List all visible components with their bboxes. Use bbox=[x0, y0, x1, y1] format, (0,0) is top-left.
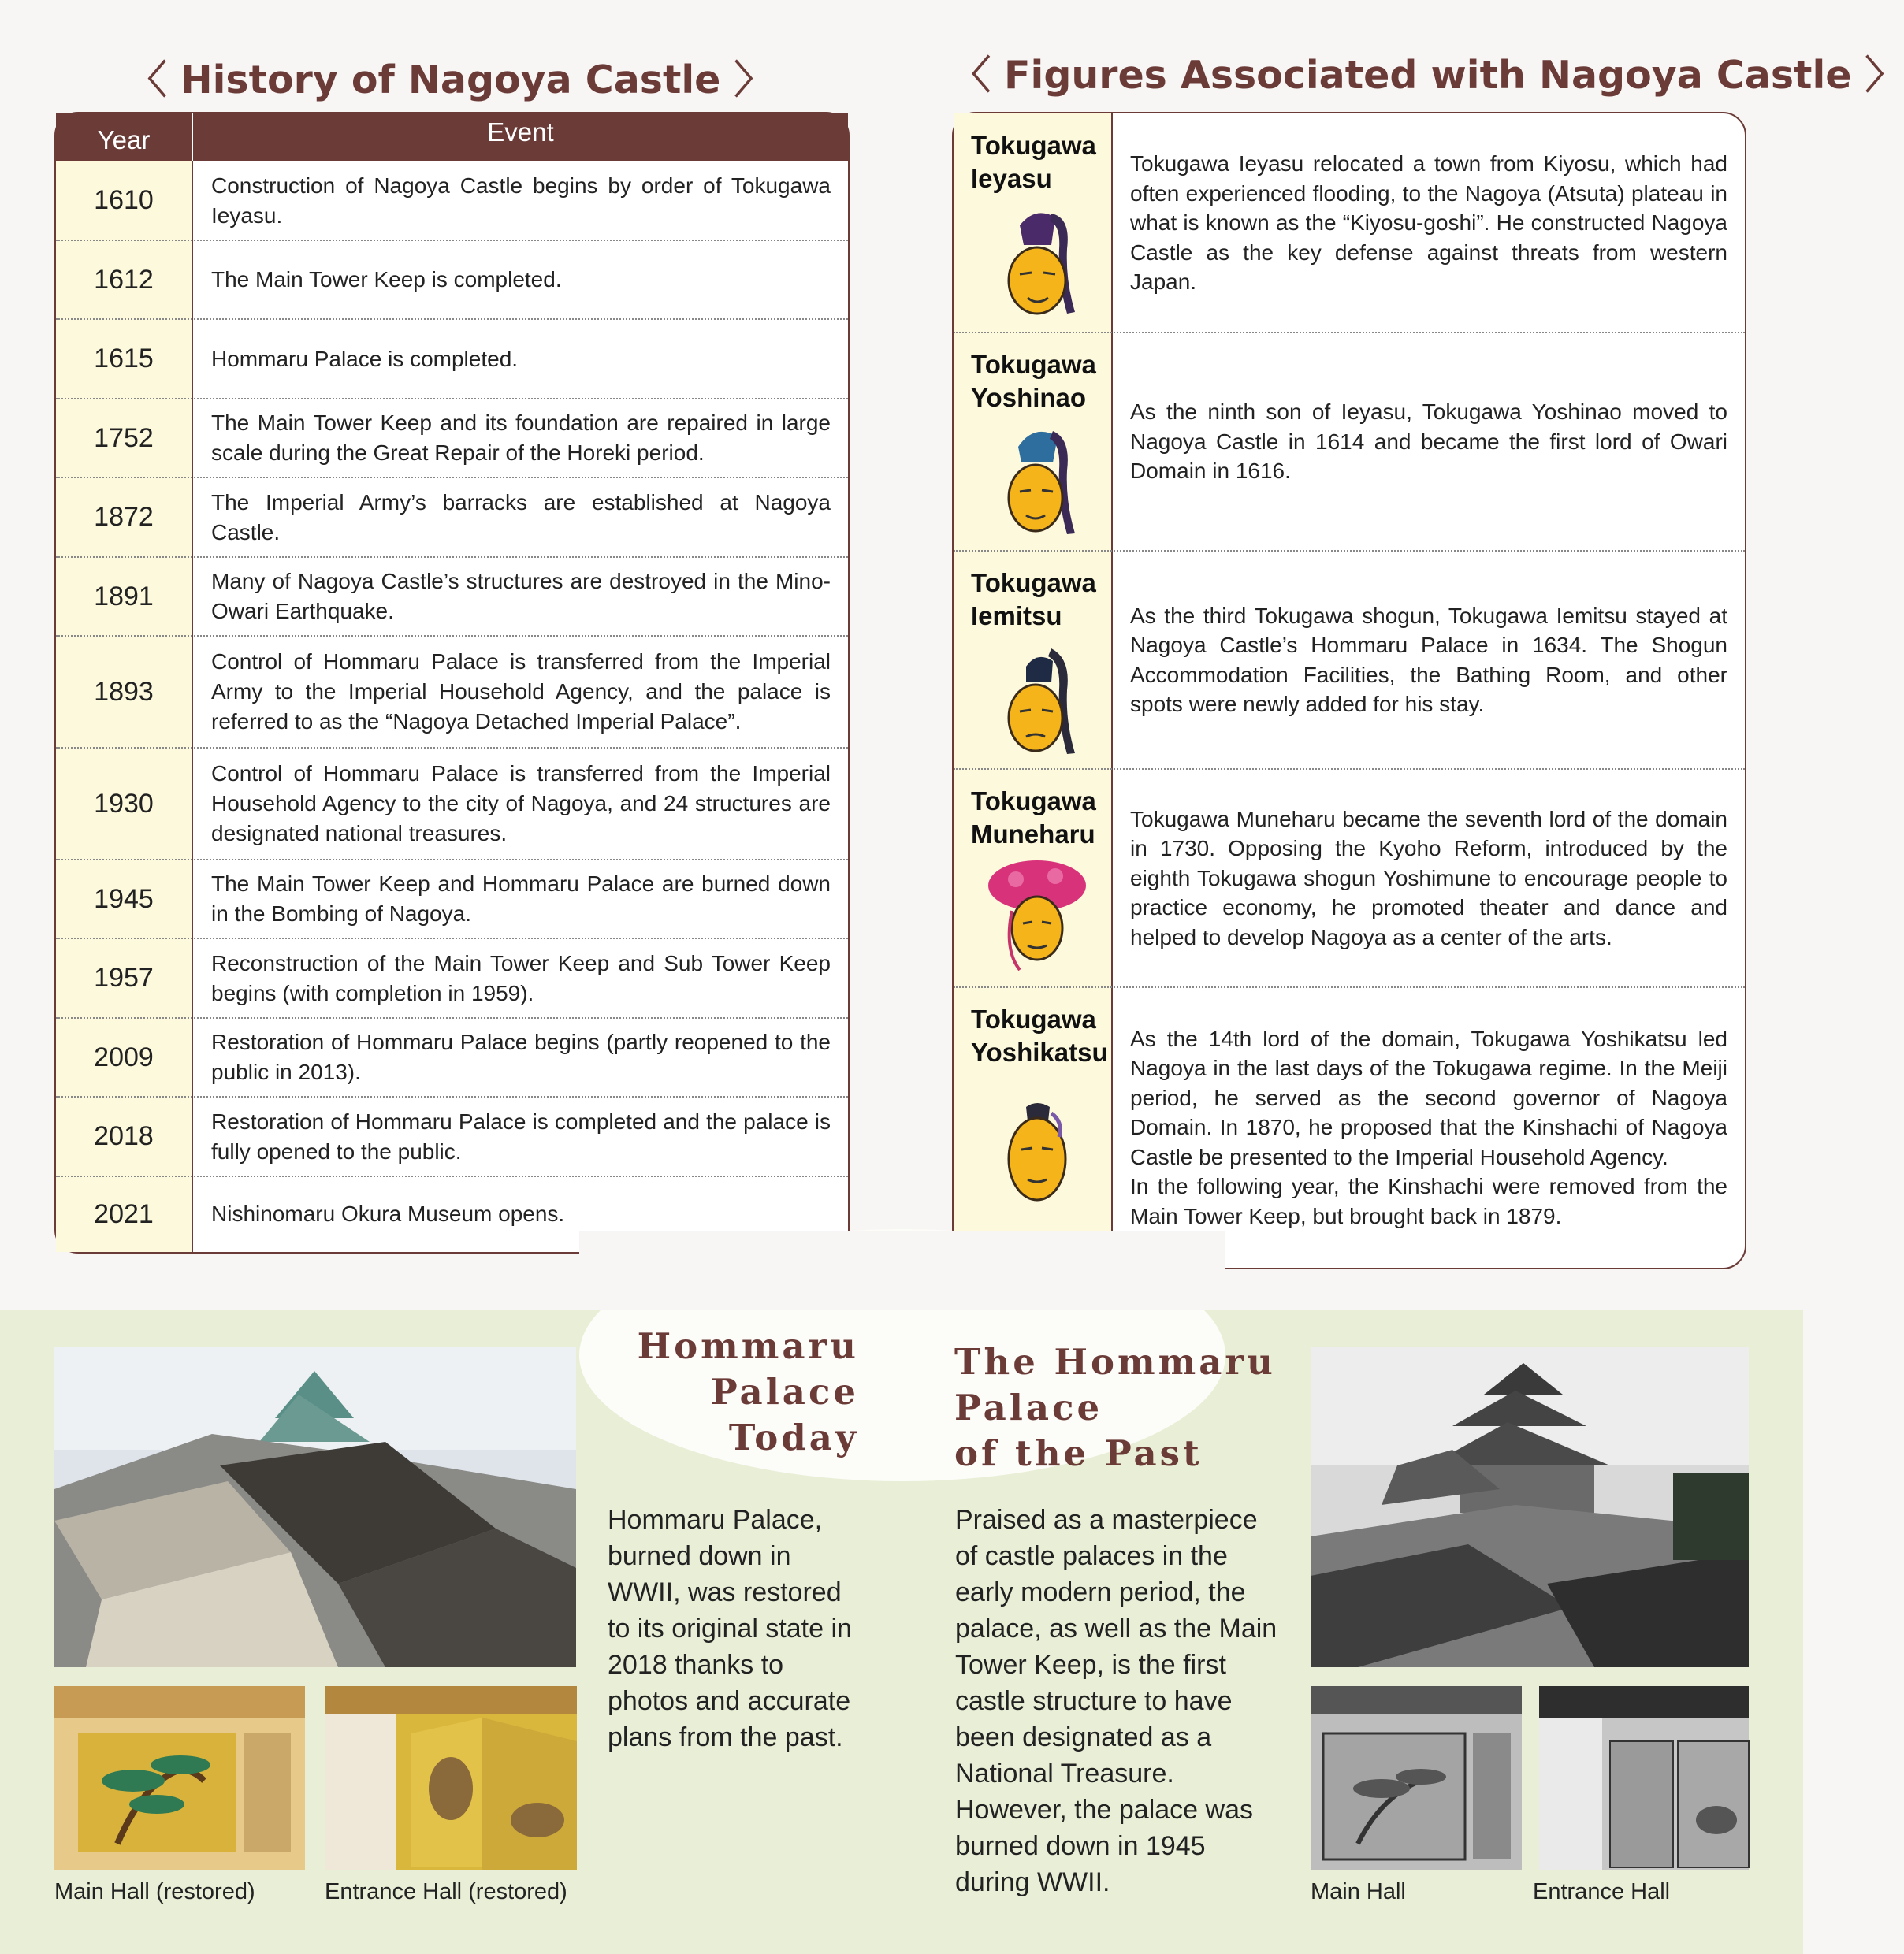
year-cell: 1930 bbox=[94, 788, 154, 819]
caption-entrance-hall-restored: Entrance Hall (restored) bbox=[325, 1879, 567, 1904]
event-cell: Restoration of Hommaru Palace is completed and the palace is fully opened to the public. bbox=[211, 1109, 831, 1164]
caption-main-hall: Main Hall bbox=[1311, 1879, 1406, 1904]
caption-main-hall-restored: Main Hall (restored) bbox=[54, 1879, 255, 1904]
table-row bbox=[56, 319, 848, 399]
table-row bbox=[56, 938, 848, 1018]
past-body: Praised as a masterpiece of castle palaces in the early modern period, the palace, as well as the Main Tower Keep, is the first castle structure to have been designated as a National Treasure. However, the palace was burned down in 1945 during WWII. bbox=[955, 1505, 1277, 1897]
year-cell: 1945 bbox=[94, 883, 154, 914]
event-cell: The Main Tower Keep and its foundation are repaired in large scale during the Great Repair of the Horeki period. bbox=[211, 410, 831, 465]
castle-historic-illustration bbox=[1311, 1347, 1749, 1667]
figure-name-line: Muneharu bbox=[971, 819, 1095, 849]
monochrome-entrance-interior bbox=[1539, 1686, 1749, 1870]
today-body: Hommaru Palace, burned down in WWII, was restored to its original state in 2018 thanks to photos and accurate plans from the past. bbox=[608, 1505, 852, 1752]
samurai-portrait-icon bbox=[988, 419, 1091, 537]
event-cell: Nishinomaru Okura Museum opens. bbox=[211, 1202, 565, 1226]
gold-screen-painting bbox=[54, 1686, 305, 1870]
table-row bbox=[56, 557, 848, 636]
samurai-portrait-icon bbox=[988, 639, 1091, 757]
event-cell: Construction of Nagoya Castle begins by order of Tokugawa Ieyasu. bbox=[211, 173, 831, 228]
year-cell: 1891 bbox=[94, 581, 154, 611]
figure-name-line: Tokugawa bbox=[971, 786, 1096, 815]
entrance-hall-restored-photo bbox=[325, 1686, 577, 1870]
figure-description: Tokugawa Muneharu became the seventh lord of the domain in 1730. Opposing the Kyoho Reform, introduced by the eighth Tokugawa shogun Yoshimune to encourage people to practice economy, he promoted theater and dance and helped to develop Nagoya as a center of the arts. bbox=[1130, 806, 1727, 949]
figure-name-line: Iemitsu bbox=[971, 601, 1062, 630]
figure-name-line: Yoshikatsu bbox=[971, 1038, 1108, 1067]
table-row bbox=[56, 477, 848, 557]
year-cell: 2021 bbox=[94, 1198, 154, 1229]
year-cell: 1893 bbox=[94, 676, 154, 707]
event-cell: The Main Tower Keep is completed. bbox=[211, 267, 562, 292]
cloud-mask bbox=[579, 1231, 1225, 1310]
history-table bbox=[54, 112, 850, 1254]
figure-description: As the third Tokugawa shogun, Tokugawa Iemitsu stayed at Nagoya Castle’s Hommaru Palace in 1634. The Shogun Accommodation Facilities, the Bathing Room, and other spots were newly added for his stay. bbox=[1130, 603, 1727, 716]
figure-description-part: In the following year, the Kinshachi were removed from the Main Tower Keep, but brought back in 1879. bbox=[1130, 1174, 1727, 1228]
table-row bbox=[56, 1097, 848, 1176]
table-row bbox=[56, 1018, 848, 1097]
table-row bbox=[56, 636, 848, 748]
figure-name bbox=[971, 785, 1113, 851]
tiger-screen-painting bbox=[325, 1686, 577, 1870]
figure-name-line: Tokugawa bbox=[971, 568, 1096, 597]
samurai-portrait-icon bbox=[988, 856, 1091, 974]
monochrome-hall-interior bbox=[1311, 1686, 1522, 1870]
main-hall-restored-photo bbox=[54, 1686, 305, 1870]
figure-description-part: As the 14th lord of the domain, Tokugawa Yoshikatsu led Nagoya in the last days of the Tokugawa regime. In the Meiji period, he served as the second governor of Nagoya Domain. In 1870, he proposed that the Kinshachi of Nagoya Castle be presented to the Imperial Household Agency. bbox=[1130, 1026, 1727, 1169]
table-row bbox=[56, 240, 848, 319]
figure-row bbox=[954, 113, 1745, 332]
figure-name-line: Tokugawa bbox=[971, 350, 1096, 379]
year-cell: 1612 bbox=[94, 264, 154, 295]
figure-name bbox=[971, 348, 1113, 414]
history-title: 〈 History of Nagoya Castle 〉 bbox=[128, 58, 773, 102]
event-cell: Restoration of Hommaru Palace begins (partly reopened to the public in 2013). bbox=[211, 1030, 831, 1084]
table-row bbox=[56, 161, 848, 240]
figure-name-line: Ieyasu bbox=[971, 164, 1052, 193]
year-cell: 1752 bbox=[94, 422, 154, 453]
today-title: Hommaru Palace Today bbox=[637, 1325, 859, 1458]
caption-entrance-hall: Entrance Hall bbox=[1533, 1879, 1671, 1904]
past-title: The Hommaru Palace of the Past bbox=[954, 1341, 1276, 1474]
table-header bbox=[56, 113, 848, 161]
column-header-event: Event bbox=[192, 113, 848, 161]
year-cell: 1610 bbox=[94, 185, 154, 215]
event-cell: The Imperial Army’s barracks are established at Nagoya Castle. bbox=[211, 489, 831, 544]
event-cell: The Main Tower Keep and Hommaru Palace are burned down in the Bombing of Nagoya. bbox=[211, 871, 831, 926]
figures-title: 〈 Figures Associated with Nagoya Castle 〉 bbox=[952, 53, 1904, 98]
figure-name bbox=[971, 567, 1113, 633]
event-cell: Many of Nagoya Castle’s structures are destroyed in the Mino-Owari Earthquake. bbox=[211, 569, 831, 623]
table-row bbox=[56, 399, 848, 477]
event-cell: Control of Hommaru Palace is transferred from the Imperial Household Agency to the city of Nagoya, and 24 structures are designated national treasures. bbox=[211, 761, 831, 845]
year-cell: 1957 bbox=[94, 963, 154, 993]
hommaru-palace-today-photo bbox=[54, 1347, 576, 1667]
figure-description: As the ninth son of Ieyasu, Tokugawa Yoshinao moved to Nagoya Castle in 1614 and became the first lord of Owari Domain in 1616. bbox=[1130, 399, 1727, 484]
figure-name bbox=[971, 129, 1113, 195]
figure-description: Tokugawa Ieyasu relocated a town from Kiyosu, which had often experienced flooding, to the Nagoya (Atsuta) plateau in what is known as the “Kiyosu-goshi”. He constructed Nagoya Castle as the key defense against threats from western Japan. bbox=[1130, 151, 1727, 295]
year-cell: 1615 bbox=[94, 344, 154, 373]
figure-name-line: Yoshinao bbox=[971, 383, 1087, 412]
palace-roof-illustration bbox=[54, 1347, 576, 1667]
figure-description bbox=[1130, 987, 1727, 1268]
year-cell: 2009 bbox=[94, 1042, 154, 1072]
figure-name-line: Tokugawa bbox=[971, 1005, 1096, 1034]
event-cell: Reconstruction of the Main Tower Keep and Sub Tower Keep begins (with completion in 1959). bbox=[211, 950, 831, 1005]
figure-name bbox=[971, 1003, 1113, 1069]
entrance-hall-past-photo bbox=[1539, 1686, 1749, 1870]
figure-row bbox=[954, 551, 1745, 769]
figure-row bbox=[954, 987, 1745, 1268]
main-hall-past-photo bbox=[1311, 1686, 1522, 1870]
hommaru-palace-past-photo bbox=[1311, 1347, 1749, 1667]
figure-name-line: Tokugawa bbox=[971, 131, 1096, 160]
table-row bbox=[56, 860, 848, 938]
figures-table bbox=[952, 112, 1746, 1269]
samurai-portrait-icon bbox=[988, 1098, 1091, 1216]
table-row bbox=[56, 748, 848, 860]
event-cell: Hommaru Palace is completed. bbox=[211, 346, 519, 371]
samurai-portrait-icon bbox=[988, 202, 1091, 320]
figure-row bbox=[954, 332, 1745, 551]
year-cell: 2018 bbox=[94, 1121, 154, 1151]
figure-row bbox=[954, 769, 1745, 987]
event-cell: Control of Hommaru Palace is transferred from the Imperial Army to the Imperial Household Agency, and the palace is referred to as the “Nagoya Detached Imperial Palace”. bbox=[211, 649, 831, 734]
year-cell: 1872 bbox=[94, 502, 154, 532]
column-header-year: Year bbox=[97, 125, 151, 154]
